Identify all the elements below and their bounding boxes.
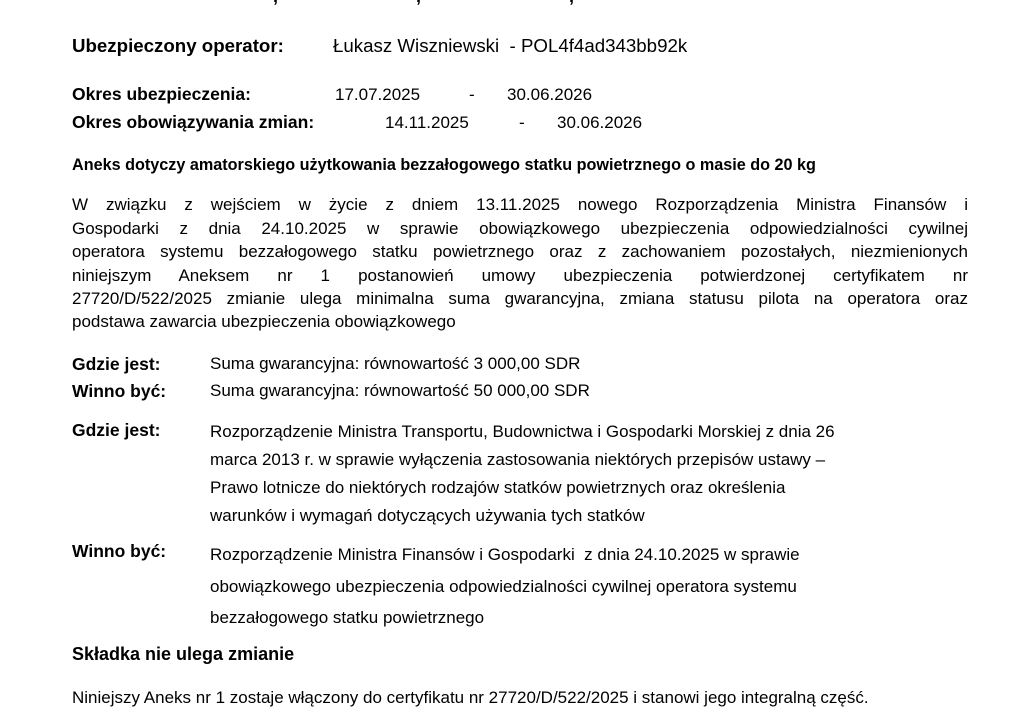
change-label: Gdzie jest: xyxy=(72,354,161,375)
insured-operator-value: Łukasz Wiszniewski - POL4f4ad343bb92k xyxy=(333,35,688,56)
change-label: Winno być: xyxy=(72,541,167,562)
change-value: Suma gwarancyjna: równowartość 50 000,00 SDR xyxy=(210,381,590,401)
change-row-current-sum xyxy=(72,352,968,376)
insurance-period-from: 17.07.2025 xyxy=(335,85,421,104)
insurance-period-label: Okres ubezpieczenia: xyxy=(72,84,251,104)
closing-line: Niniejszy Aneks nr 1 zostaje włączony do certyfikatu nr 27720/D/522/2025 i stanowi jego integralną część. xyxy=(72,687,869,707)
insured-operator-label: Ubezpieczony operator: xyxy=(72,35,284,56)
insurance-period-dash: - xyxy=(469,85,475,104)
change-label: Gdzie jest: xyxy=(72,420,161,441)
insurance-period-row xyxy=(72,82,592,107)
change-label: Winno być: xyxy=(72,381,167,402)
change-value: Rozporządzenie Ministra Finansów i Gospodarki z dnia 24.10.2025 w sprawie obowiązkowego ubezpieczenia odpowiedzialności cywilnej operatora systemu bezzałogowego statku powietrznego xyxy=(210,545,800,628)
change-row-current-regulation xyxy=(72,418,968,530)
intro-paragraph: W związku z wejściem w życie z dniem 13.11.2025 nowego Rozporządzenia Ministra Finansów i Gospodarki z dnia 24.10.2025 w sprawie obowiązkowego ubezpieczenia odpowiedzialności cywilnej operatora systemu bezzałogowego statku powietrznego oraz z zachowaniem pozostałych, niezmienionych niniejszym Aneksem nr 1 postanowień umowy ubezpieczenia potwierdzonej certyfikatem nr 27720/D/522/2025 zmianie ulega minimalna suma gwarancyjna, zmiana statusu pilota na operatora oraz podstawa zawarcia ubezpieczenia obowiązkowego xyxy=(72,195,968,332)
premium-note: Składka nie ulega zmianie xyxy=(72,644,295,664)
top-clipped-fragment xyxy=(569,0,574,6)
top-clipped-fragment xyxy=(416,0,421,6)
change-row-new-sum xyxy=(72,379,968,403)
insurance-period-to: 30.06.2026 xyxy=(507,85,593,104)
changes-period-to: 30.06.2026 xyxy=(557,112,643,132)
annex-subject-heading: Aneks dotyczy amatorskiego użytkowania bezzałogowego statku powietrznego o masie do 20 kg xyxy=(72,156,816,175)
changes-period-dash: - xyxy=(519,112,525,132)
changes-period-label: Okres obowiązywania zmian: xyxy=(72,111,315,132)
changes-period-from: 14.11.2025 xyxy=(385,112,469,132)
insured-operator-row xyxy=(72,35,687,57)
change-value: Rozporządzenie Ministra Transportu, Budownictwa i Gospodarki Morskiej z dnia 26 marca 2013 r. w sprawie wyłączenia zastosowania niektórych przepisów ustawy – Prawo lotnicze do niektórych rodzajów statków powietrznych oraz określenia warunków i wymagań dotyczących używania tych statków xyxy=(210,422,835,526)
changes-period-row xyxy=(72,110,642,135)
change-row-new-regulation xyxy=(72,539,968,634)
change-value: Suma gwarancyjna: równowartość 3 000,00 SDR xyxy=(210,354,581,374)
top-clipped-fragment xyxy=(273,0,278,6)
